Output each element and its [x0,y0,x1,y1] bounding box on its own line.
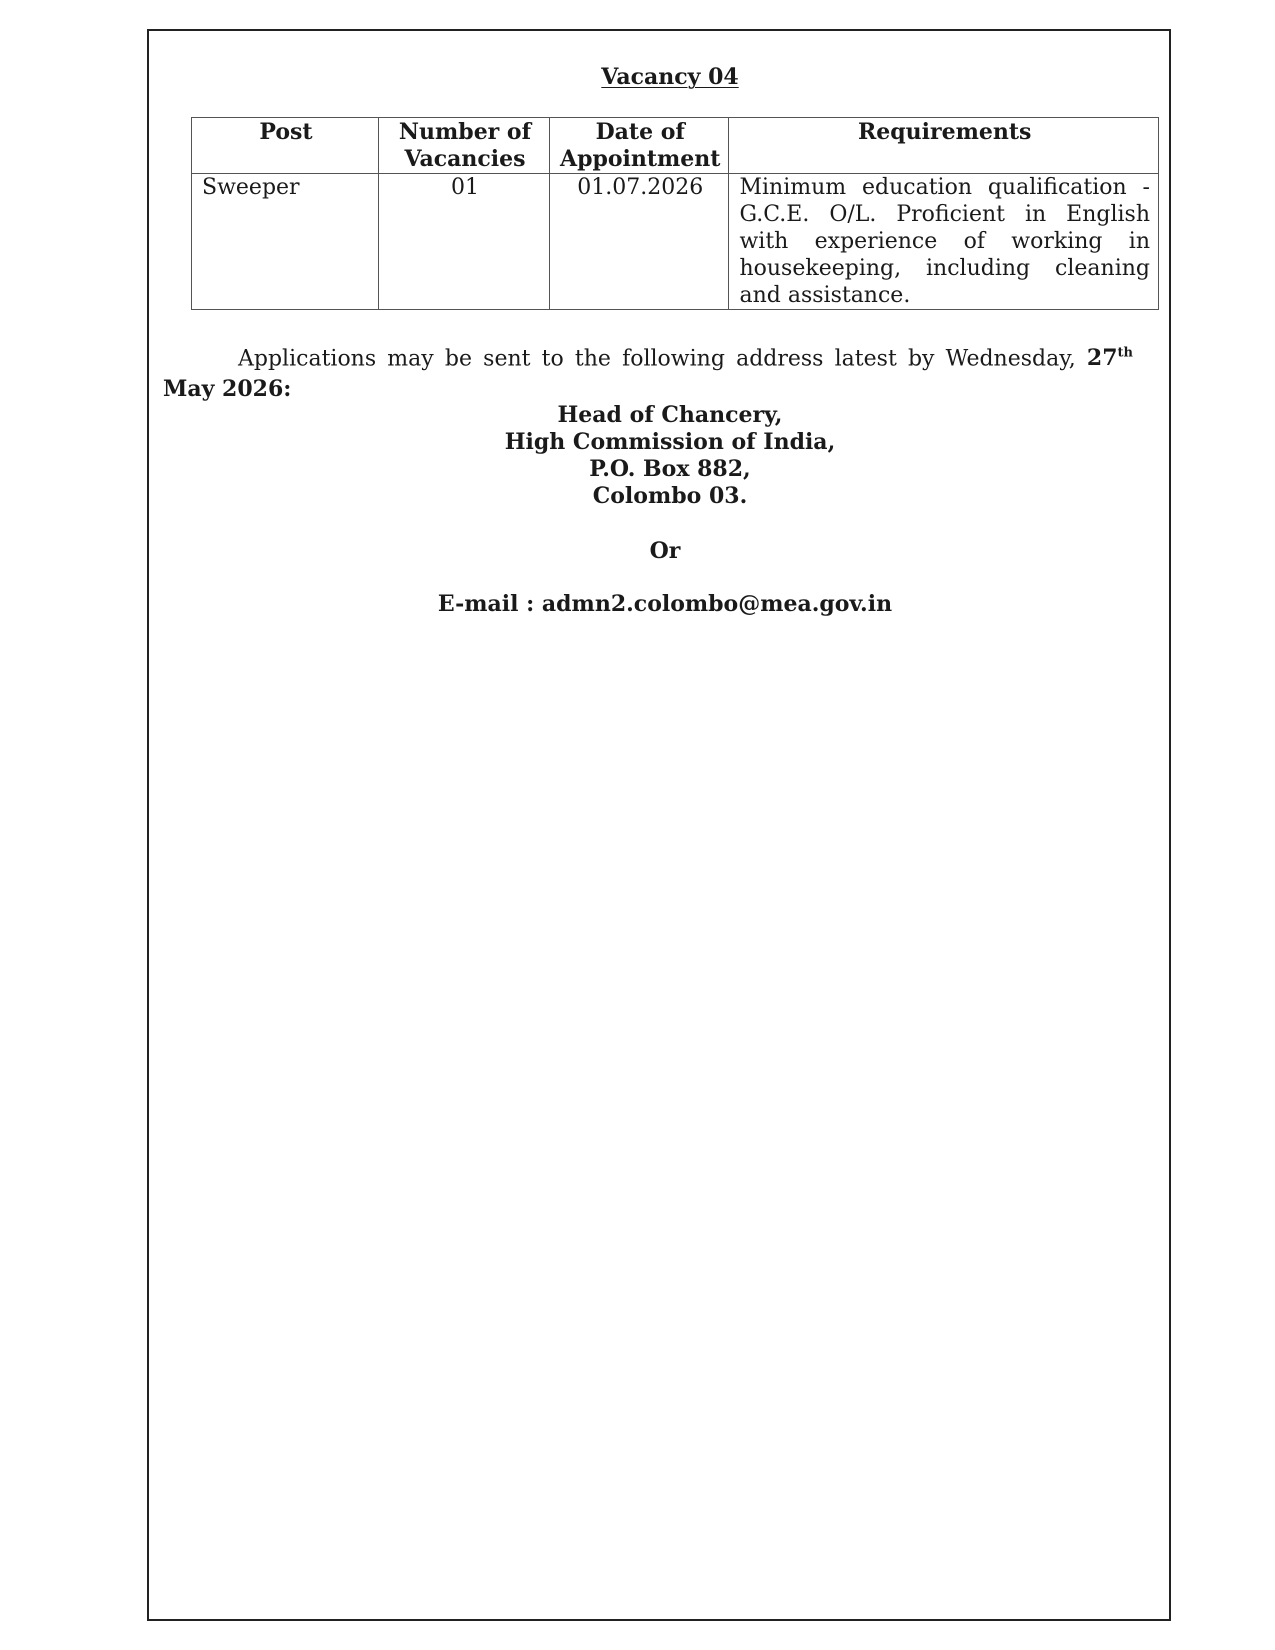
header-date-line-2: Appointment [560,146,721,172]
applications-paragraph [163,338,1133,405]
deadline-day: 27th [1086,345,1133,372]
header-date-line-1: Date of [595,119,685,145]
address-line: Head of Chancery, [557,402,783,428]
header-post-line: Post [259,119,313,145]
header-requirements-line: Requirements [858,119,1032,145]
vacancy-title: Vacancy 04 [601,64,739,90]
header-post [192,118,379,174]
header-date-of-appointment [550,118,729,174]
deadline-month-year: May 2026: [163,376,292,403]
or-separator: Or [649,538,681,564]
cell-date-of-appointment: 01.07.2026 [550,174,729,310]
address-line: Colombo 03. [592,483,748,509]
header-requirements [729,118,1159,174]
cell-requirements: Minimum education qualification - G.C.E. O/L. Proficient in English with experience of working in housekeeping, including cleaning and assistance. [729,174,1159,310]
table-row [192,174,1159,310]
address-line: P.O. Box 882, [589,456,751,482]
applications-text: Applications may be sent to the following address latest by Wednesday, [238,346,1076,372]
deadline-day-suffix: th [1117,346,1133,361]
email-address: E-mail : admn2.colombo@mea.gov.in [437,591,893,617]
cell-post: Sweeper [192,174,379,310]
address-block [0,402,1275,510]
cell-vacancies: 01 [379,174,550,310]
header-number-line-2: Vacancies [404,146,526,172]
address-line: High Commission of India, [504,429,836,455]
header-number-of-vacancies [379,118,550,174]
header-number-line-1: Number of [398,119,532,145]
table-header-row [192,118,1159,174]
vacancy-table [191,117,1159,310]
